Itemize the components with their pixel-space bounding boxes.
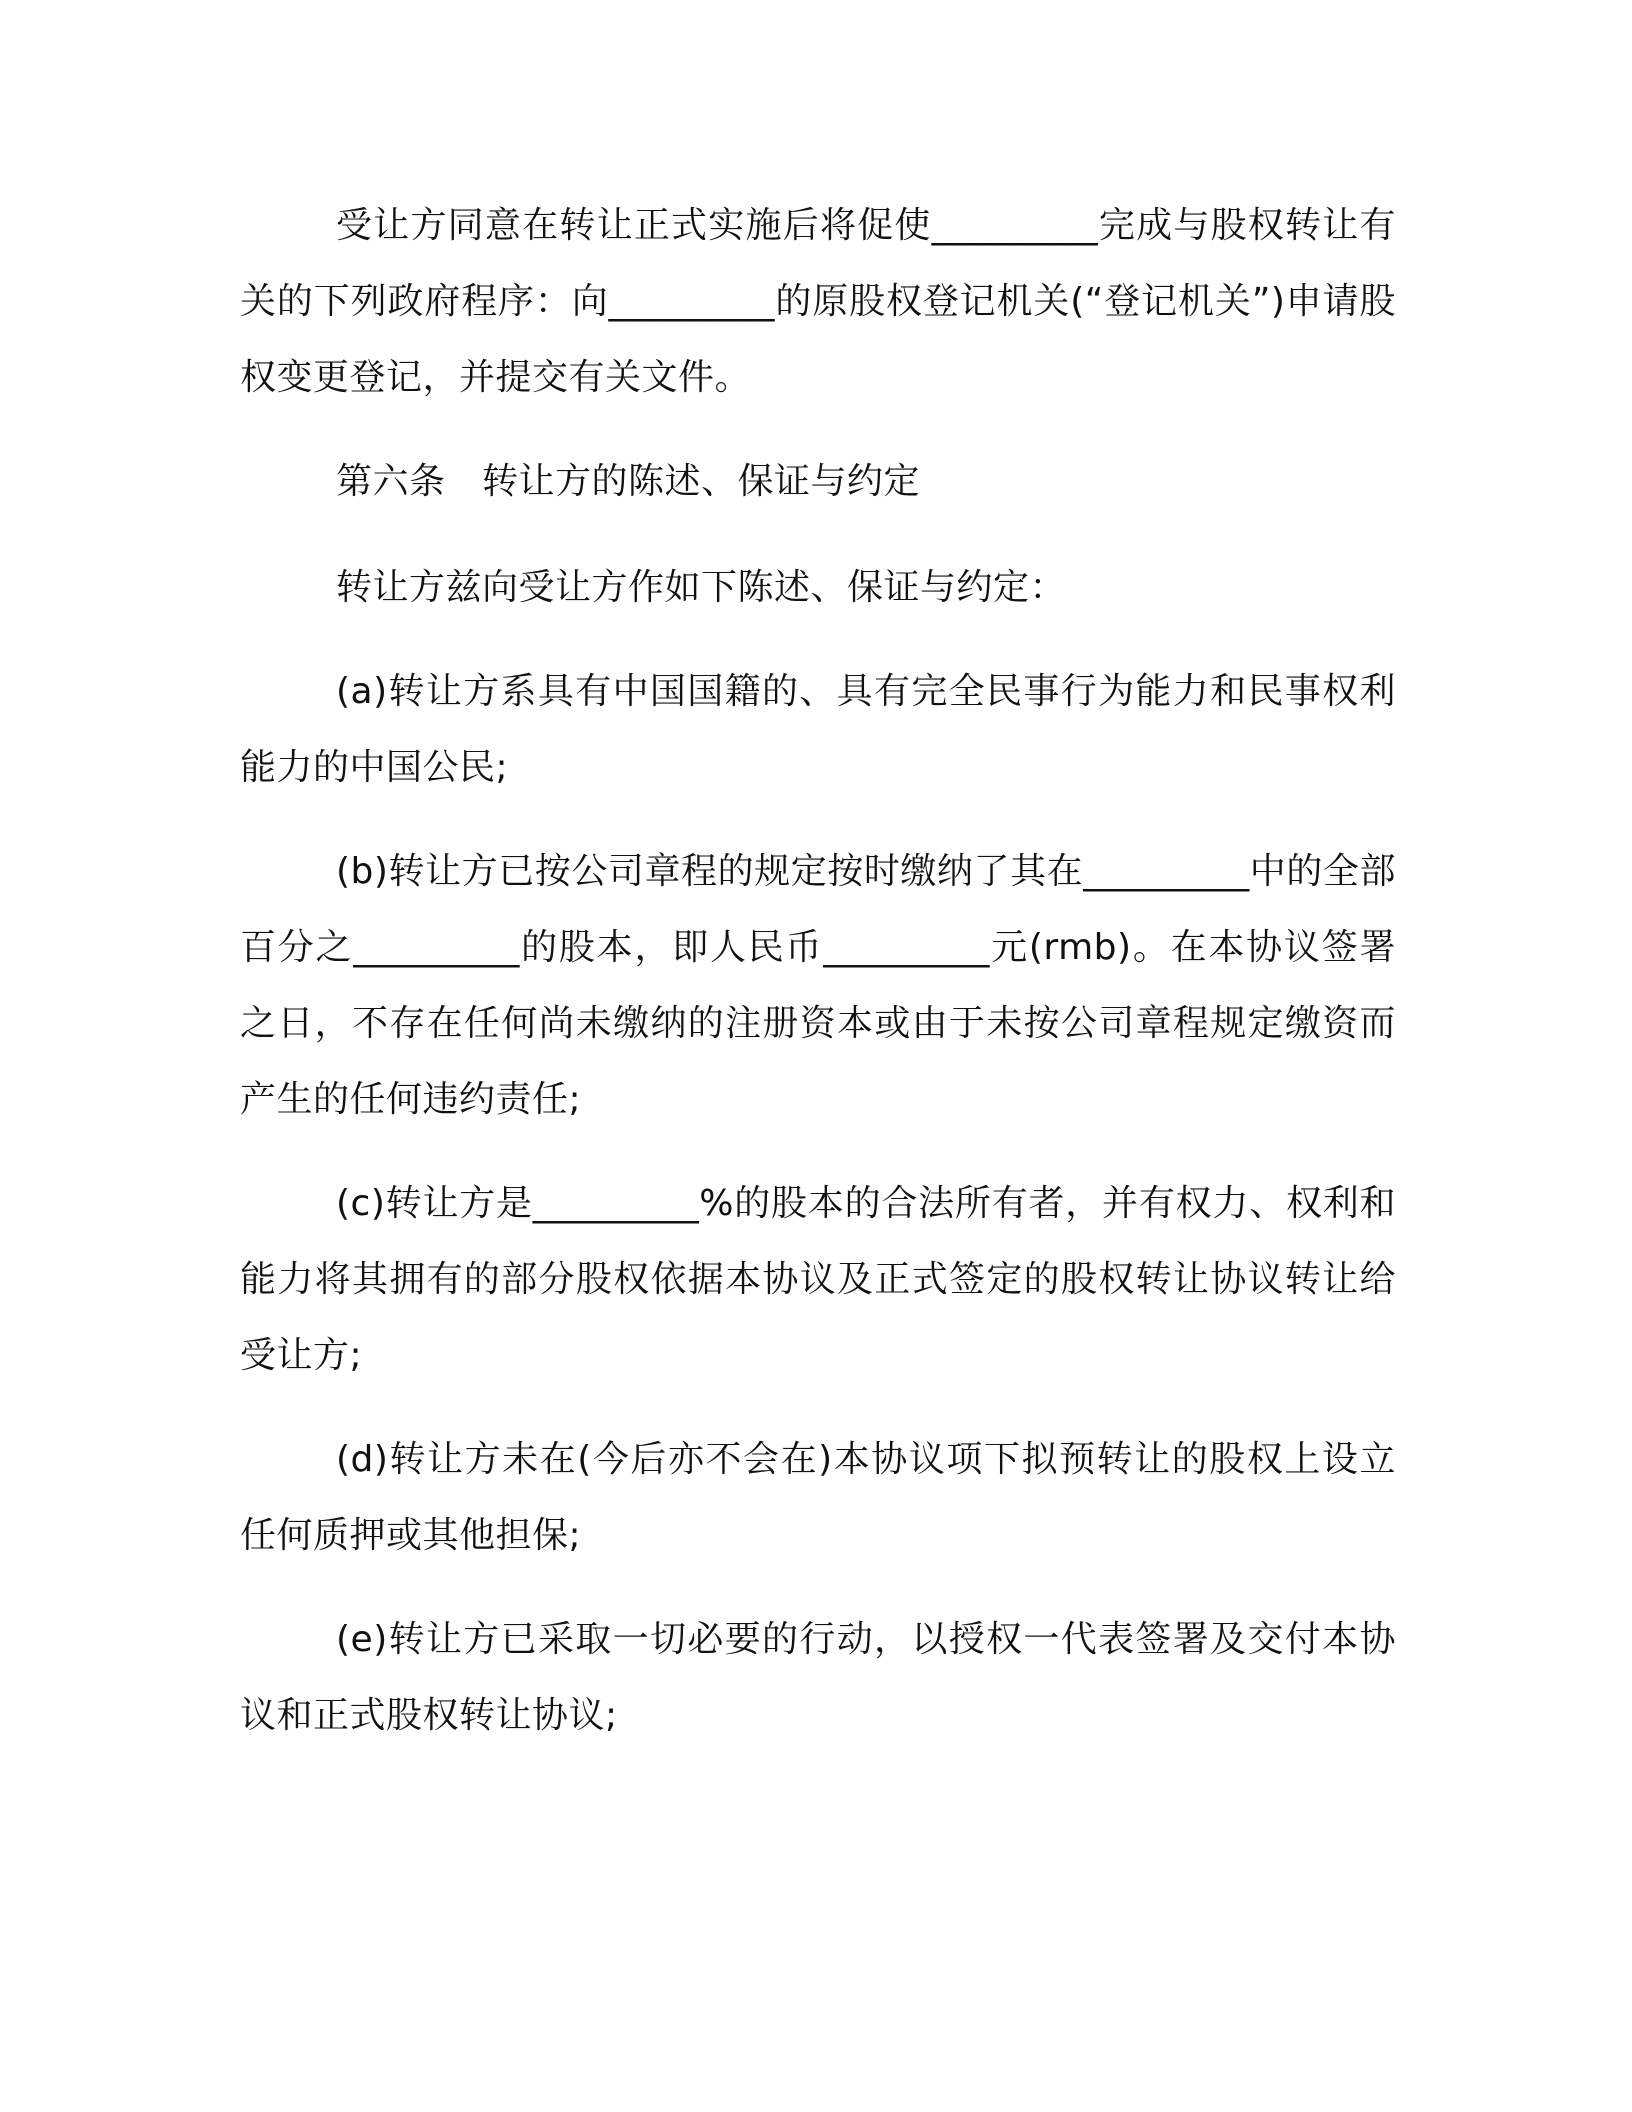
document-body [240,188,1396,1782]
paragraph-registration-procedure: 受让方同意在转让正式实施后将促使_________完成与股权转让有关的下列政府程序：向_________的原股权登记机关(“登记机关”)申请股权变更登记，并提交有关文件。 [240,205,1396,398]
clause-d: (d)转让方未在(今后亦不会在)本协议项下拟预转让的股权上设立任何质押或其他担保; [240,1439,1396,1556]
clause-b: (b)转让方已按公司章程的规定按时缴纳了其在_________中的全部百分之_________的股本，即人民币_________元(rmb)。在本协议签署之日，不存在任何尚未缴纳的注册资本或由于未按公司章程规定缴资而产生的任何违约责任; [240,851,1396,1120]
article-six-heading: 第六条 转让方的陈述、保证与约定 [336,461,921,502]
paragraph-transferor-intro: 转让方兹向受让方作如下陈述、保证与约定： [336,567,1067,608]
clause-e: (e)转让方已采取一切必要的行动，以授权一代表签署及交付本协议和正式股权转让协议; [240,1619,1396,1736]
clause-c: (c)转让方是_________%的股本的合法所有者，并有权力、权利和能力将其拥有的部分股权依据本协议及正式签定的股权转让协议转让给受让方; [240,1183,1396,1376]
clause-a: (a)转让方系具有中国国籍的、具有完全民事行为能力和民事权利能力的中国公民; [240,671,1396,788]
